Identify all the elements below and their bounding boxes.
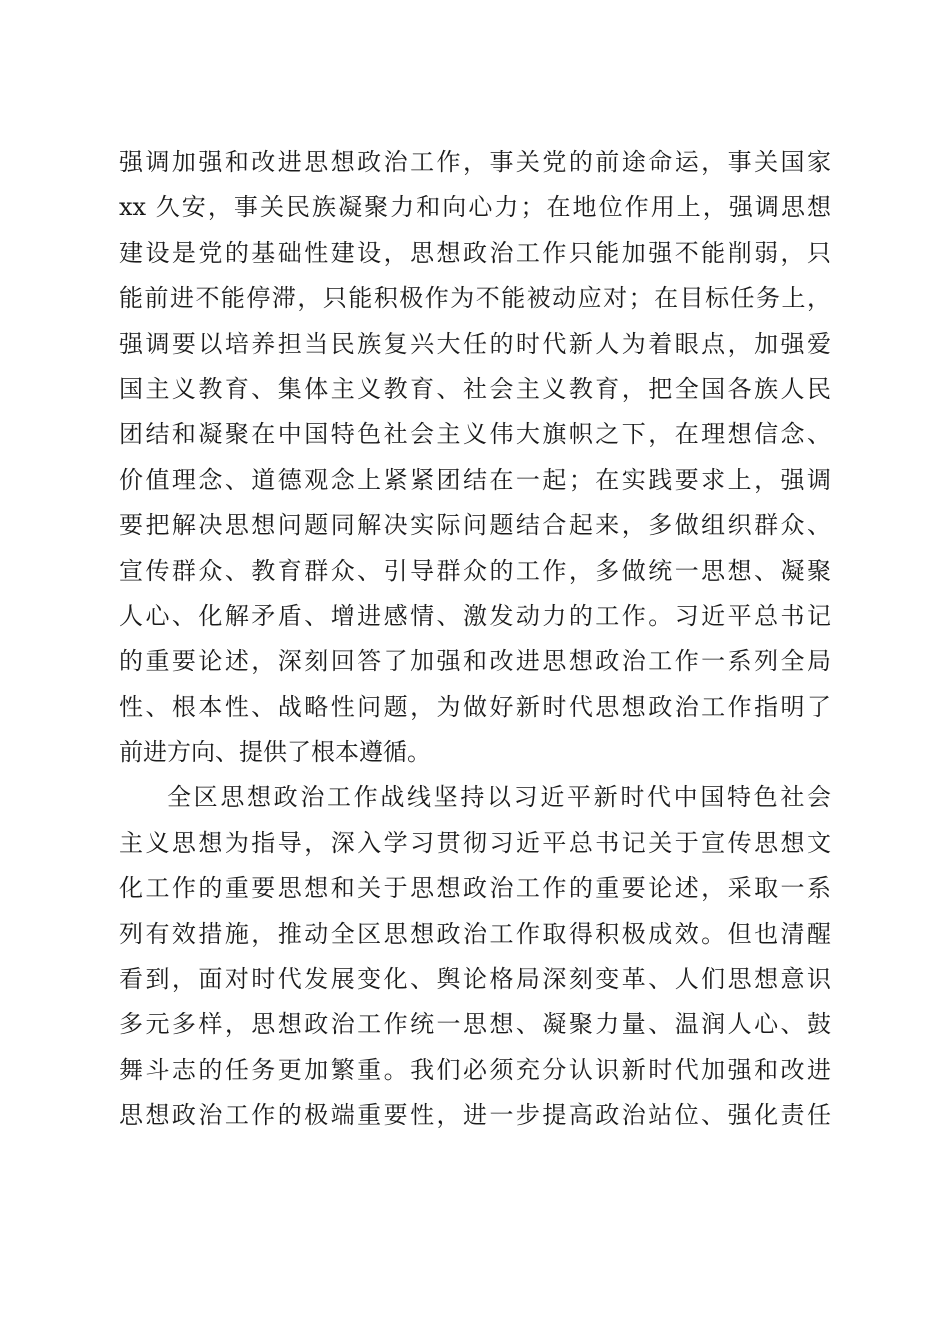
text-line: 能前进不能停滞，只能积极作为不能被动应对；在目标任务上， xyxy=(119,284,831,313)
body-text xyxy=(119,140,831,1139)
text-line: 人心、化解矛盾、增进感情、激发动力的工作。习近平总书记 xyxy=(119,601,831,630)
text-line: 强调要以培养担当民族复兴大任的时代新人为着眼点，加强爱 xyxy=(119,329,831,358)
text-line: 国主义教育、集体主义教育、社会主义教育，把全国各族人民 xyxy=(119,374,831,403)
text-line: 建设是党的基础性建设，思想政治工作只能加强不能削弱，只 xyxy=(119,238,831,267)
text-line: 看到，面对时代发展变化、舆论格局深刻变革、人们思想意识 xyxy=(119,965,831,994)
text-line: 化工作的重要思想和关于思想政治工作的重要论述，采取一系 xyxy=(119,874,831,903)
text-line: 主义思想为指导，深入学习贯彻习近平总书记关于宣传思想文 xyxy=(119,828,831,857)
text-line: 性、根本性、战略性问题，为做好新时代思想政治工作指明了 xyxy=(119,692,831,721)
text-line: 强调加强和改进思想政治工作，事关党的前途命运，事关国家 xyxy=(119,148,831,176)
text-line: 思想政治工作的极端重要性，进一步提高政治站位、强化责任 xyxy=(119,1101,831,1130)
text-line: 宣传群众、教育群众、引导群众的工作，多做统一思想、凝聚 xyxy=(119,556,831,585)
text-line: 前进方向、提供了根本遵循。 xyxy=(119,738,431,767)
text-line: 列有效措施，推动全区思想政治工作取得积极成效。但也清醒 xyxy=(119,919,831,948)
text-line: 多元多样，思想政治工作统一思想、凝聚力量、温润人心、鼓 xyxy=(119,1010,831,1039)
text-line: 全区思想政治工作战线坚持以习近平新时代中国特色社会 xyxy=(167,783,831,812)
text-line: 的重要论述，深刻回答了加强和改进思想政治工作一系列全局 xyxy=(119,647,831,676)
text-line: 要把解决思想问题同解决实际问题结合起来，多做组织群众、 xyxy=(119,511,831,540)
text-line: 团结和凝聚在中国特色社会主义伟大旗帜之下，在理想信念、 xyxy=(119,420,831,449)
paragraph-2 xyxy=(119,775,831,1138)
text-line: 舞斗志的任务更加繁重。我们必须充分认识新时代加强和改进 xyxy=(119,1055,831,1084)
paragraph-1 xyxy=(119,140,831,775)
text-line: 价值理念、道德观念上紧紧团结在一起；在实践要求上，强调 xyxy=(119,465,831,494)
text-line: xx 久安，事关民族凝聚力和向心力；在地位作用上，强调思想 xyxy=(119,193,831,222)
